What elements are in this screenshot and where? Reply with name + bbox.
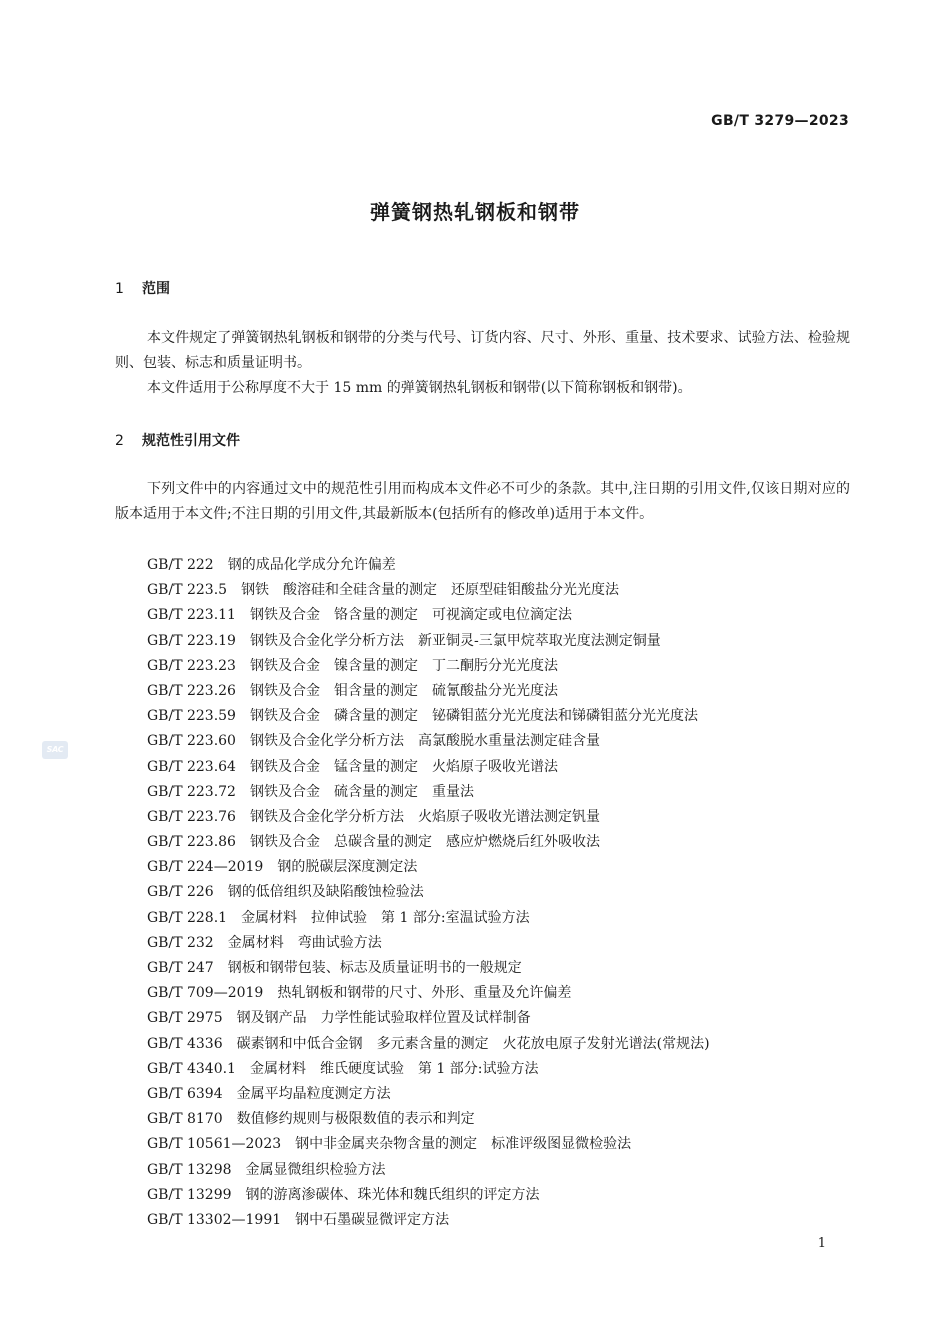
- reference-title: 金属显微组织检验方法: [245, 1161, 386, 1178]
- reference-code: GB/T 228.1: [147, 909, 228, 926]
- reference-title: 钢铁及合金 硫含量的测定 重量法: [249, 783, 474, 800]
- reference-title: 钢铁及合金化学分析方法 新亚铜灵-三氯甲烷萃取光度法测定铜量: [249, 632, 661, 649]
- reference-code: GB/T 223.60: [147, 733, 236, 750]
- reference-title: 钢铁及合金 总碳含量的测定 感应炉燃烧后红外吸收法: [249, 834, 600, 851]
- reference-item: [147, 729, 857, 754]
- reference-code: GB/T 2975: [147, 1010, 223, 1027]
- reference-title: 钢板和钢带包装、标志及质量证明书的一般规定: [227, 960, 522, 976]
- reference-title: 钢铁及合金 钼含量的测定 硫氰酸盐分光光度法: [249, 682, 558, 699]
- reference-title: 钢铁及合金化学分析方法 火焰原子吸收光谱法测定钒量: [249, 808, 600, 825]
- reference-title: 碳素钢和中低合金钢 多元素含量的测定 火花放电原子发射光谱法(常规法): [236, 1035, 710, 1052]
- reference-item: [147, 1132, 857, 1157]
- reference-list: [147, 553, 857, 1233]
- reference-title: 钢的游离渗碳体、珠光体和魏氏组织的评定方法: [245, 1186, 540, 1203]
- reference-item: [147, 755, 857, 780]
- reference-code: GB/T 4340.1: [147, 1060, 236, 1077]
- reference-code: GB/T 223.5: [147, 582, 228, 599]
- reference-code: GB/T 223.72: [147, 783, 236, 800]
- reference-item: [147, 1032, 857, 1057]
- reference-item: [147, 578, 857, 603]
- reference-item: [147, 780, 857, 805]
- section-1-heading: [115, 278, 170, 298]
- reference-code: GB/T 224—2019: [147, 859, 264, 876]
- reference-item: [147, 704, 857, 729]
- reference-code: GB/T 223.86: [147, 834, 236, 851]
- reference-item: [147, 654, 857, 679]
- section-number: 2: [115, 433, 124, 449]
- reference-title: 钢及钢产品 力学性能试验取样位置及试样制备: [236, 1010, 531, 1027]
- section-title: 规范性引用文件: [142, 433, 240, 449]
- reference-title: 钢中石墨碳显微评定方法: [295, 1211, 450, 1228]
- reference-title: 钢的成品化学成分允许偏差: [227, 557, 396, 573]
- reference-code: GB/T 223.59: [147, 708, 236, 725]
- reference-title: 钢铁 酸溶硅和全硅含量的测定 还原型硅钼酸盐分光光度法: [241, 582, 620, 599]
- reference-item: [147, 1006, 857, 1031]
- reference-item: [147, 880, 857, 905]
- reference-item: [147, 830, 857, 855]
- reference-code: GB/T 13299: [147, 1186, 232, 1203]
- reference-code: GB/T 223.26: [147, 682, 236, 699]
- reference-item: [147, 1158, 857, 1183]
- reference-code: GB/T 226: [147, 884, 214, 901]
- reference-code: GB/T 13302—1991: [147, 1211, 282, 1228]
- reference-item: [147, 629, 857, 654]
- reference-title: 钢铁及合金 磷含量的测定 铋磷钼蓝分光光度法和锑磷钼蓝分光光度法: [249, 708, 698, 725]
- reference-item: [147, 805, 857, 830]
- reference-item: [147, 553, 857, 578]
- reference-item: [147, 679, 857, 704]
- reference-title: 热轧钢板和钢带的尺寸、外形、重量及允许偏差: [277, 985, 572, 1002]
- reference-item: [147, 603, 857, 628]
- scope-paragraph-1: 本文件规定了弹簧钢热轧钢板和钢带的分类与代号、订货内容、尺寸、外形、重量、技术要求、试验方法、检验规则、包装、标志和质量证明书。: [115, 330, 850, 371]
- reference-title: 金属材料 维氏硬度试验 第 1 部分:试验方法: [249, 1060, 539, 1077]
- reference-code: GB/T 223.64: [147, 758, 236, 775]
- reference-item: [147, 1183, 857, 1208]
- reference-item: [147, 1082, 857, 1107]
- page-number: 1: [817, 1236, 826, 1251]
- reference-title: 钢的脱碳层深度测定法: [277, 859, 418, 876]
- reference-code: GB/T 247: [147, 960, 214, 976]
- reference-title: 金属材料 弯曲试验方法: [227, 934, 382, 951]
- section-title: 范围: [142, 281, 170, 297]
- reference-code: GB/T 232: [147, 934, 214, 951]
- reference-item: [147, 1107, 857, 1132]
- scope-paragraph-2: 本文件适用于公称厚度不大于 15 mm 的弹簧钢热轧钢板和钢带(以下简称钢板和钢带)。: [147, 380, 692, 396]
- reference-item: [147, 855, 857, 880]
- reference-code: GB/T 709—2019: [147, 985, 264, 1002]
- references-intro-paragraph: 下列文件中的内容通过文中的规范性引用而构成本文件必不可少的条款。其中,注日期的引用文件,仅该日期对应的版本适用于本文件;不注日期的引用文件,其最新版本(包括所有的修改单)适用于本文件。: [115, 481, 850, 522]
- reference-title: 钢铁及合金 镍含量的测定 丁二酮肟分光光度法: [249, 657, 558, 674]
- reference-code: GB/T 13298: [147, 1161, 232, 1178]
- reference-item: [147, 931, 857, 956]
- reference-code: GB/T 8170: [147, 1111, 223, 1128]
- reference-code: GB/T 10561—2023: [147, 1136, 282, 1153]
- reference-title: 钢铁及合金 铬含量的测定 可视滴定或电位滴定法: [249, 607, 572, 624]
- section-2-heading: [115, 430, 240, 450]
- reference-item: [147, 956, 857, 981]
- reference-title: 钢的低倍组织及缺陷酸蚀检验法: [227, 884, 424, 901]
- reference-title: 数值修约规则与极限数值的表示和判定: [236, 1111, 475, 1128]
- reference-item: [147, 1208, 857, 1233]
- reference-item: [147, 906, 857, 931]
- reference-title: 钢铁及合金 锰含量的测定 火焰原子吸收光谱法: [249, 758, 558, 775]
- reference-code: GB/T 6394: [147, 1085, 223, 1102]
- sac-watermark-logo: SAC: [42, 741, 68, 759]
- document-title: 弹簧钢热轧钢板和钢带: [370, 200, 580, 224]
- reference-title: 金属材料 拉伸试验 第 1 部分:室温试验方法: [241, 909, 530, 926]
- standard-number: GB/T 3279—2023: [711, 113, 849, 129]
- reference-item: [147, 981, 857, 1006]
- reference-code: GB/T 223.23: [147, 657, 236, 674]
- reference-code: GB/T 223.19: [147, 632, 236, 649]
- reference-code: GB/T 223.76: [147, 808, 236, 825]
- section-number: 1: [115, 281, 124, 297]
- reference-title: 钢中非金属夹杂物含量的测定 标准评级图显微检验法: [295, 1136, 632, 1153]
- reference-code: GB/T 222: [147, 557, 214, 573]
- reference-item: [147, 1057, 857, 1082]
- reference-title: 钢铁及合金化学分析方法 高氯酸脱水重量法测定硅含量: [249, 733, 600, 750]
- reference-title: 金属平均晶粒度测定方法: [236, 1085, 391, 1102]
- reference-code: GB/T 4336: [147, 1035, 223, 1052]
- reference-code: GB/T 223.11: [147, 607, 236, 624]
